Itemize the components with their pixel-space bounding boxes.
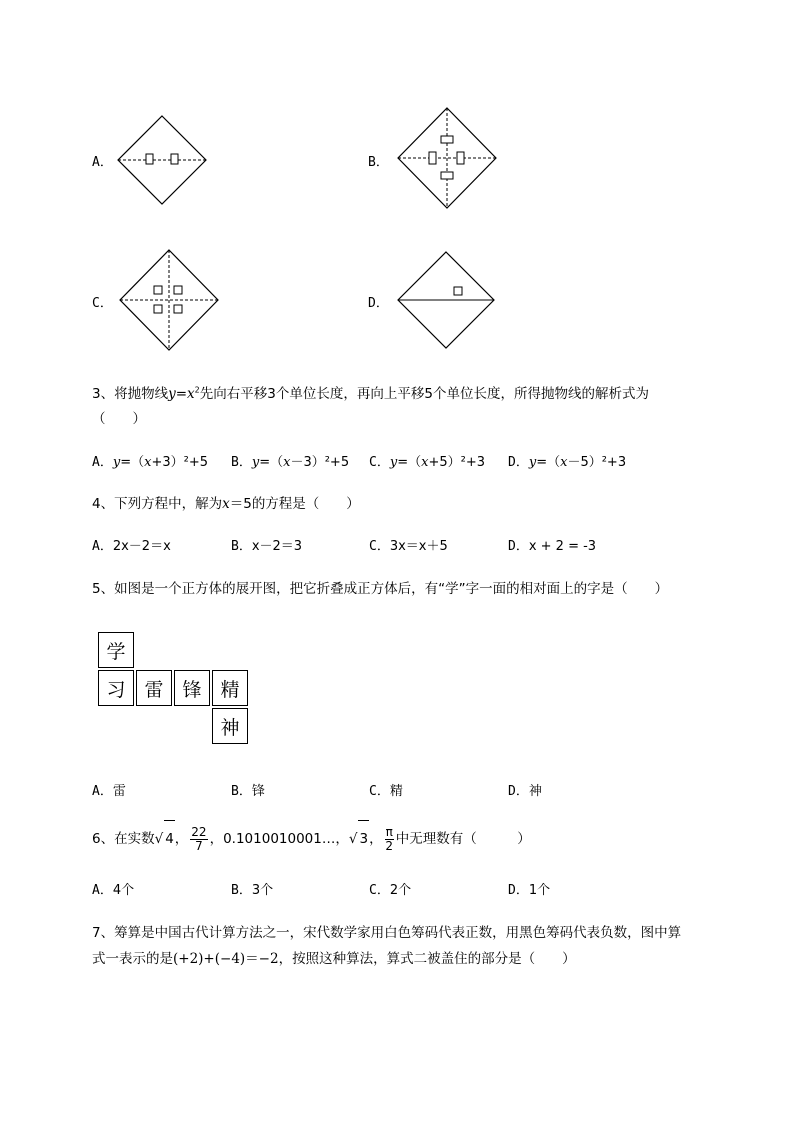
q6-option-a[interactable]: A．4个 [92,883,135,898]
q5-option-c[interactable]: C．精 [369,784,403,799]
folded-paper-diagram-b [396,106,498,210]
question-7-line-1: 7、筹算是中国古代计算方法之一，宋代数学家用白色筹码代表正数，用黑色筹码代表负数，图中算 [92,925,682,941]
q5-option-d[interactable]: D．神 [508,784,542,799]
question-3-blank: （ ） [92,411,146,427]
question-4-stem: 4、下列方程中，解为x＝5的方程是（ ） [92,496,360,512]
net-cell: 神 [212,708,248,744]
q4-option-d[interactable]: D．x + 2 = -3 [508,539,597,554]
q6-option-b[interactable]: B．3个 [231,883,274,898]
q4-option-a[interactable]: A．2x－2＝x [92,539,171,554]
question-6-stem: 6、在实数√ 4， $\frac{22}{7}$ ，0.1010010001…，√ 3， $\frac{\pi}{2}$ 中无理数有（ ） [92,820,531,857]
q5-option-a[interactable]: A．雷 [92,784,126,799]
q6-option-c[interactable]: C．2个 [369,883,412,898]
q3-option-d[interactable]: D．y=（x－5）²+3 [508,455,627,470]
net-cell: 学 [98,632,134,668]
q6-option-d[interactable]: D．1个 [508,883,551,898]
sqrt-symbol: √ [348,831,358,847]
option-label: D． [368,296,389,311]
option-label: C． [92,296,113,311]
q4-option-c[interactable]: C．3x＝x＋5 [369,539,448,554]
fraction: $\frac{22}{7}$ [191,824,207,853]
folded-paper-diagram-a [116,114,208,206]
question-7-line-2: 式一表示的是(+2)+(−4)＝−2，按照这种算法，算式二被盖住的部分是（ ） [92,951,576,967]
option-label: B． [368,155,389,170]
q3-option-b[interactable]: B．y=（x－3）²+5 [231,455,350,470]
question-3-stem: 3、将抛物线$y=x^2$先向右平移3个单位长度，再向上平移5个单位长度，所得抛物线的解析式为 [92,385,649,402]
folded-paper-diagram-c [118,248,220,352]
fraction: $\frac{\pi}{2}$ [385,824,393,853]
net-cell: 雷 [136,670,172,706]
q5-option-b[interactable]: B．锋 [231,784,265,799]
net-cell: 精 [212,670,248,706]
q3-option-a[interactable]: A．y=（x+3）²+5 [92,455,208,470]
question-5-stem: 5、如图是一个正方体的展开图，把它折叠成正方体后，有“学”字一面的相对面上的字是（ ） [92,581,669,597]
q4-option-b[interactable]: B．x－2＝3 [231,539,303,554]
sqrt-symbol: √ [154,831,164,847]
net-cell: 习 [98,670,134,706]
net-cell: 锋 [174,670,210,706]
folded-paper-diagram-d [396,250,496,350]
q3-option-c[interactable]: C．y=（x+5）²+3 [369,455,485,470]
option-label: A． [92,155,113,170]
